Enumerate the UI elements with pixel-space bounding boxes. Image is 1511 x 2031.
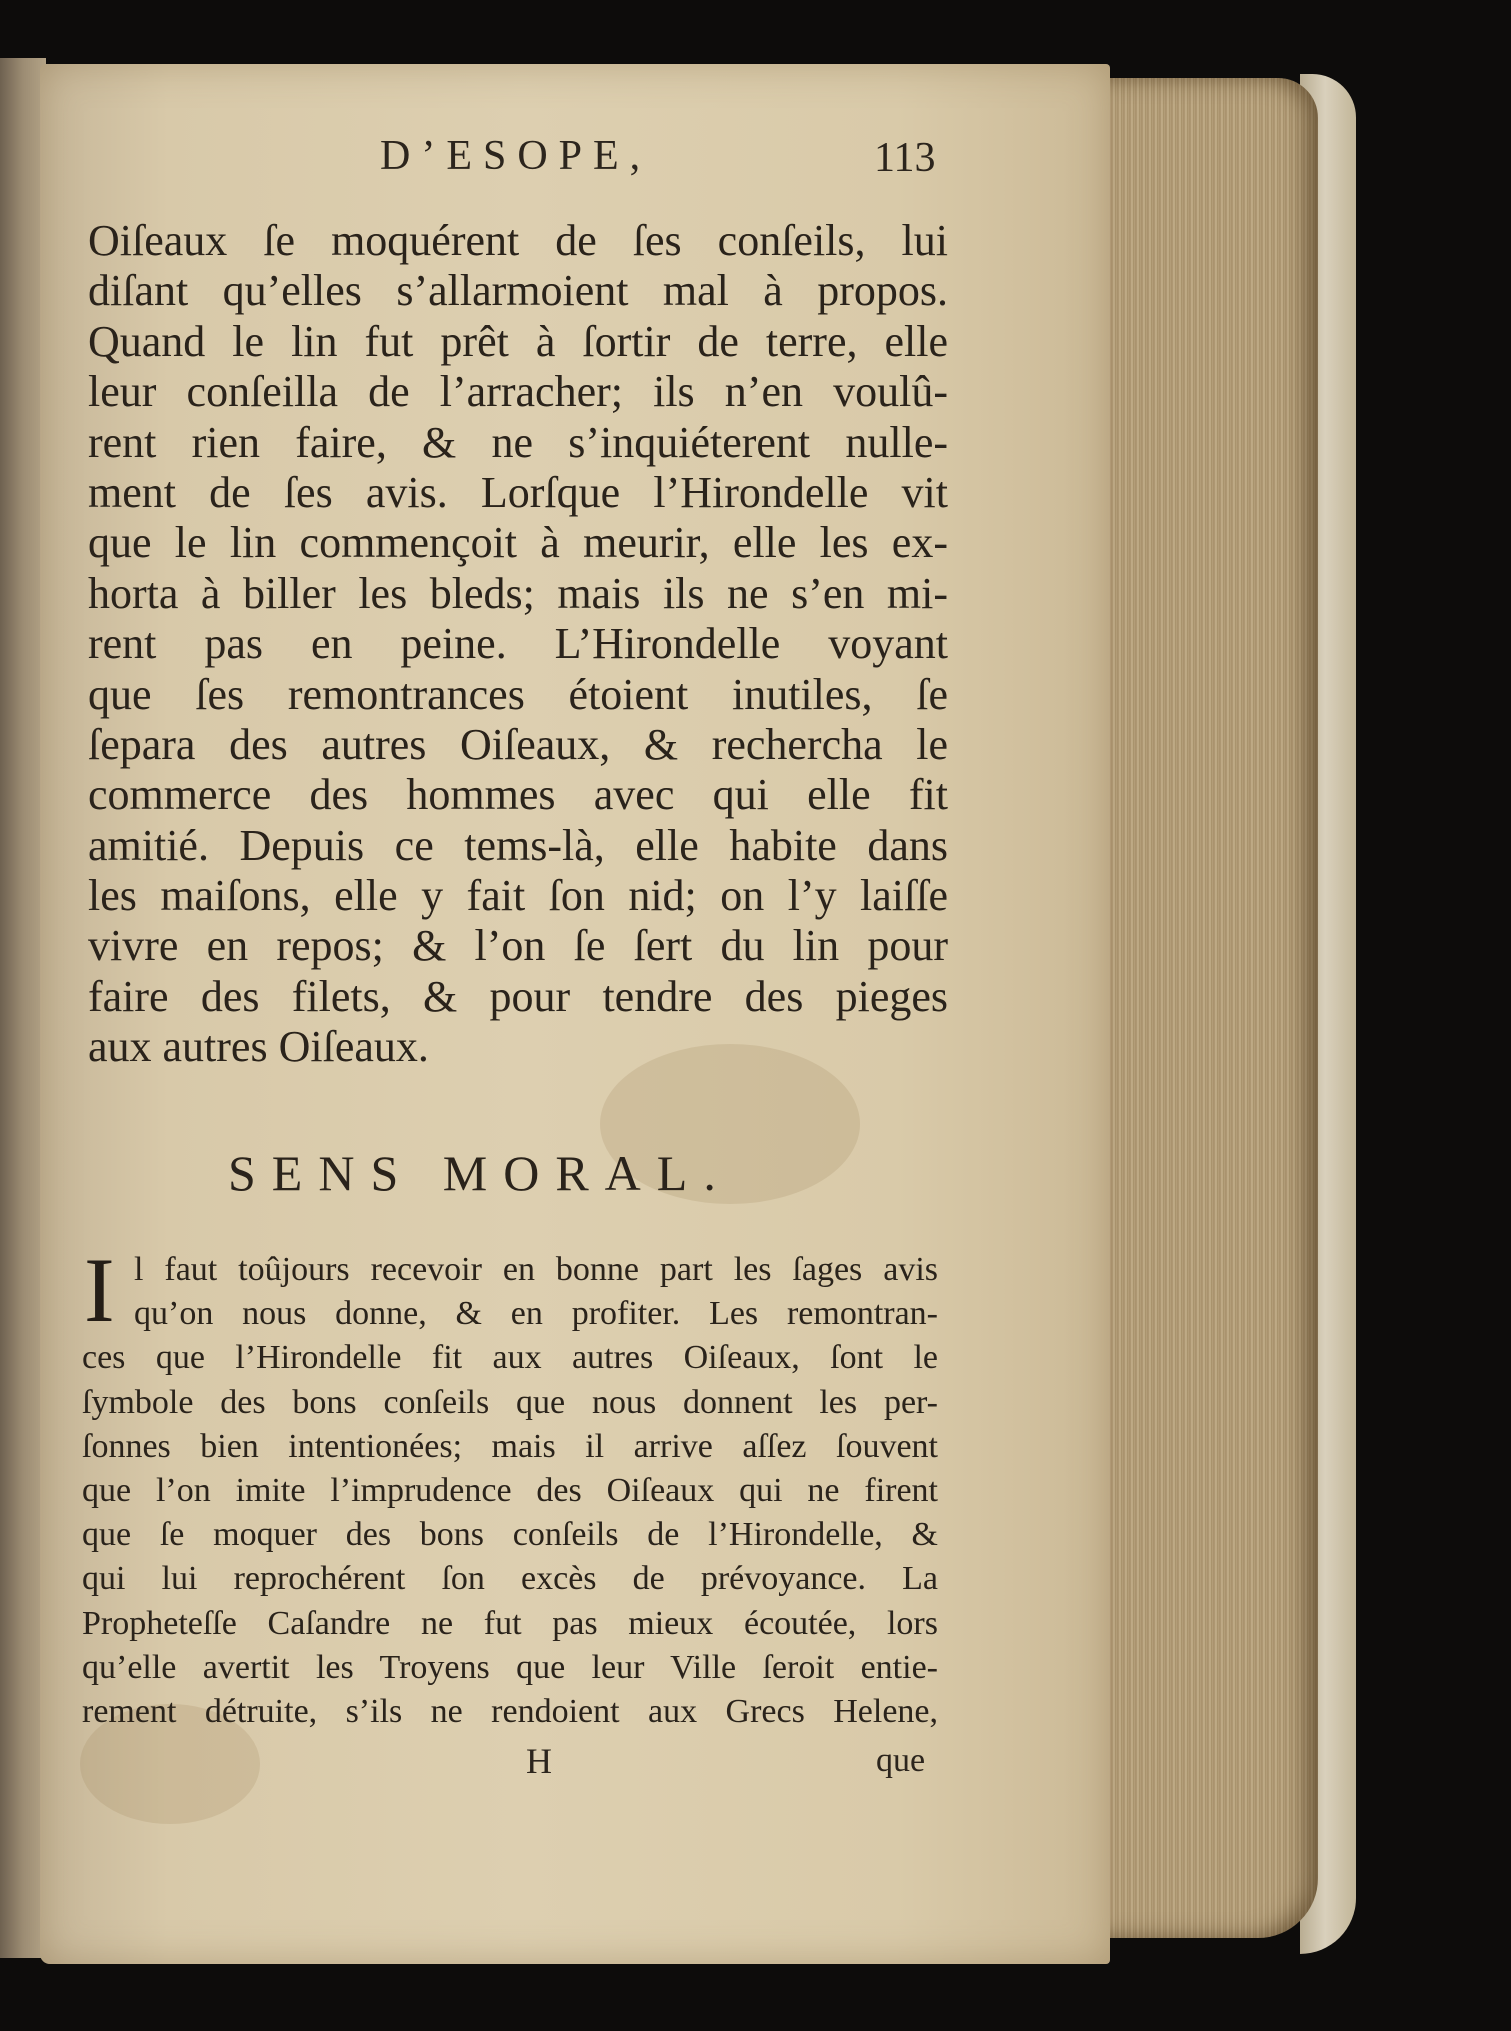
moral-line: Propheteſſe Caſandre ne fut pas mieux écoutée, lors bbox=[82, 1604, 938, 1642]
text-line: Oiſeaux ſe moquérent de ſes conſeils, lui bbox=[88, 216, 948, 265]
moral-line: que l’on imite l’imprudence des Oiſeaux qui ne firent bbox=[82, 1471, 938, 1509]
text-line: Quand le lin fut prêt à ſortir de terre, elle bbox=[88, 316, 948, 366]
text-line: ſepara des autres Oiſeaux, & rechercha le bbox=[88, 719, 948, 769]
page-number: 113 bbox=[874, 135, 936, 181]
text-line: vivre en repos; & l’on ſe ſert du lin pour bbox=[88, 921, 948, 971]
moral-line: que ſe moquer des bons conſeils de l’Hirondelle, & bbox=[82, 1516, 938, 1554]
fable-text bbox=[88, 216, 948, 1073]
text-line: leur conſeilla de l’arracher; ils n’en voulû- bbox=[88, 367, 948, 417]
moral-line: ſonnes bien intentionées; mais il arrive aſſez ſouvent bbox=[82, 1427, 938, 1465]
moral-line: ſymbole des bons conſeils que nous donnent les per- bbox=[82, 1383, 938, 1421]
section-title: SENS MORAL. bbox=[228, 1145, 732, 1201]
text-line: rent pas en peine. L’Hirondelle voyant bbox=[88, 619, 948, 669]
moral-line: qu’elle avertit les Troyens que leur Ville ſeroit entie- bbox=[82, 1648, 938, 1686]
running-head: D’ESOPE, bbox=[380, 133, 652, 179]
text-line: horta à biller les bleds; mais ils ne s’en mi- bbox=[88, 568, 948, 618]
drop-cap: I bbox=[84, 1239, 115, 1341]
moral-line: qu’on nous donne, & en profiter. Les remontran- bbox=[134, 1295, 938, 1333]
text-line: diſant qu’elles s’allarmoient mal à propos. bbox=[88, 266, 948, 316]
text-line: que le lin commençoit à meurir, elle les ex- bbox=[88, 518, 948, 568]
signature-mark: H bbox=[526, 1741, 552, 1781]
text-line: ment de ſes avis. Lorſque l’Hirondelle vit bbox=[88, 467, 948, 517]
text-line: rent rien faire, & ne s’inquiéterent nulle- bbox=[88, 417, 948, 467]
text-line: les maiſons, elle y fait ſon nid; on l’y laiſſe bbox=[88, 871, 948, 921]
moral-line: rement détruite, s’ils ne rendoient aux Grecs Helene, bbox=[82, 1692, 938, 1730]
text-line: aux autres Oiſeaux. bbox=[88, 1022, 429, 1072]
text-line: amitié. Depuis ce tems-là, elle habite dans bbox=[88, 820, 948, 870]
moral-text bbox=[82, 1239, 938, 1734]
moral-line: ces que l’Hirondelle fit aux autres Oiſeaux, ſont le bbox=[82, 1339, 938, 1377]
text-line: que ſes remontrances étoient inutiles, ſe bbox=[88, 669, 948, 719]
moral-line: l faut toûjours recevoir en bonne part les ſages avis bbox=[134, 1251, 938, 1288]
moral-line: qui lui reprochérent ſon excès de prévoyance. La bbox=[82, 1560, 938, 1598]
text-line: faire des filets, & pour tendre des pieges bbox=[88, 971, 948, 1021]
catchword: que bbox=[876, 1742, 926, 1779]
fore-edge-leaves bbox=[1104, 78, 1318, 1938]
text-line: commerce des hommes avec qui elle fit bbox=[88, 770, 948, 820]
